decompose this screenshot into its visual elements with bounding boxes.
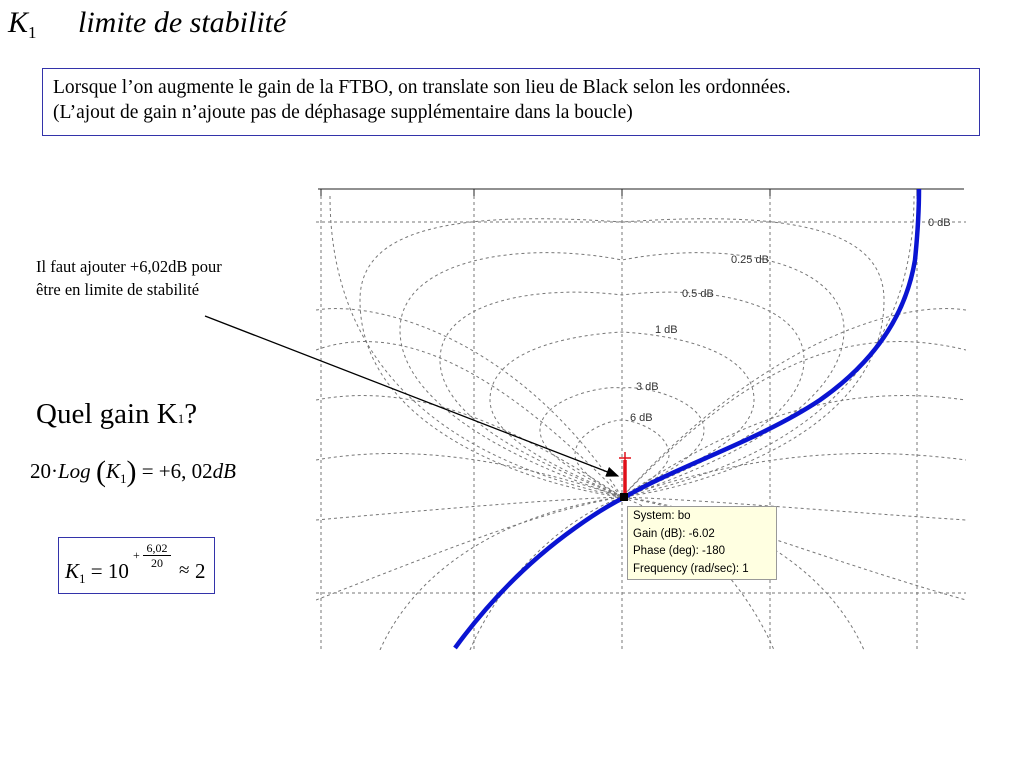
annotation-arrow (205, 316, 618, 476)
contour-label-6db: 6 dB (630, 412, 653, 424)
approx-sign: ≈ (179, 560, 190, 581)
eq1-coef: 20 (30, 459, 51, 483)
question-subscript: 1 (177, 411, 185, 426)
exponent-plus: + (133, 548, 140, 562)
eq1-log: Log (58, 459, 91, 483)
contour-label-025db: 0.25 dB (731, 254, 769, 266)
k1-eq-ten: = 10 (90, 559, 129, 583)
eq1-open-paren: ( (95, 455, 106, 488)
k1-result-value: 2 (195, 559, 206, 583)
contour-label-1db: 1 dB (655, 324, 678, 336)
title-subscript: 1 (28, 23, 37, 42)
tooltip-gain: Gain (dB): -6.02 (633, 527, 715, 540)
tooltip-frequency: Frequency (rad/sec): 1 (633, 562, 749, 575)
eq1-unit: dB (212, 459, 236, 483)
k1-symbol: K (65, 559, 80, 583)
note-line-2: être en limite de stabilité (36, 280, 200, 299)
critical-point-marker (620, 493, 628, 501)
question-mark: ? (184, 398, 198, 430)
note-line-1: Il faut ajouter +6,02dB pour (36, 257, 222, 276)
plot-top-ticks (321, 189, 917, 196)
eq1-dot: · (51, 459, 58, 483)
data-tooltip (627, 506, 777, 580)
contour-label-05db: 0.5 dB (682, 288, 714, 300)
title-symbol: K (8, 6, 29, 39)
eq1-rhs: = +6, 02 (141, 459, 213, 483)
contour-label-0db: 0 dB (928, 217, 951, 229)
exponent-denominator: 20 (151, 556, 163, 570)
contour-labels (630, 217, 951, 424)
gain-arrow-head (619, 452, 631, 464)
tooltip-system: System: bo (633, 510, 691, 522)
contour-label-3db: 3 dB (636, 381, 659, 393)
title-text: limite de stabilité (78, 6, 287, 39)
info-line-1: Lorsque l’on augmente le gain de la FTBO, on translate son lieu de Black selon les ordonnées. (53, 77, 791, 98)
question-text: Quel gain K (36, 398, 178, 430)
eq1-close-paren: ) (126, 455, 137, 488)
eq1-k: K (105, 459, 120, 483)
eq1-k-sub: 1 (119, 471, 127, 486)
info-line-2: (L’ajout de gain n’ajoute pas de déphasage supplémentaire dans la boucle) (53, 102, 633, 123)
k1-subscript: 1 (79, 571, 86, 586)
tooltip-phase: Phase (deg): -180 (633, 545, 726, 557)
exponent-numerator: 6,02 (143, 541, 171, 556)
